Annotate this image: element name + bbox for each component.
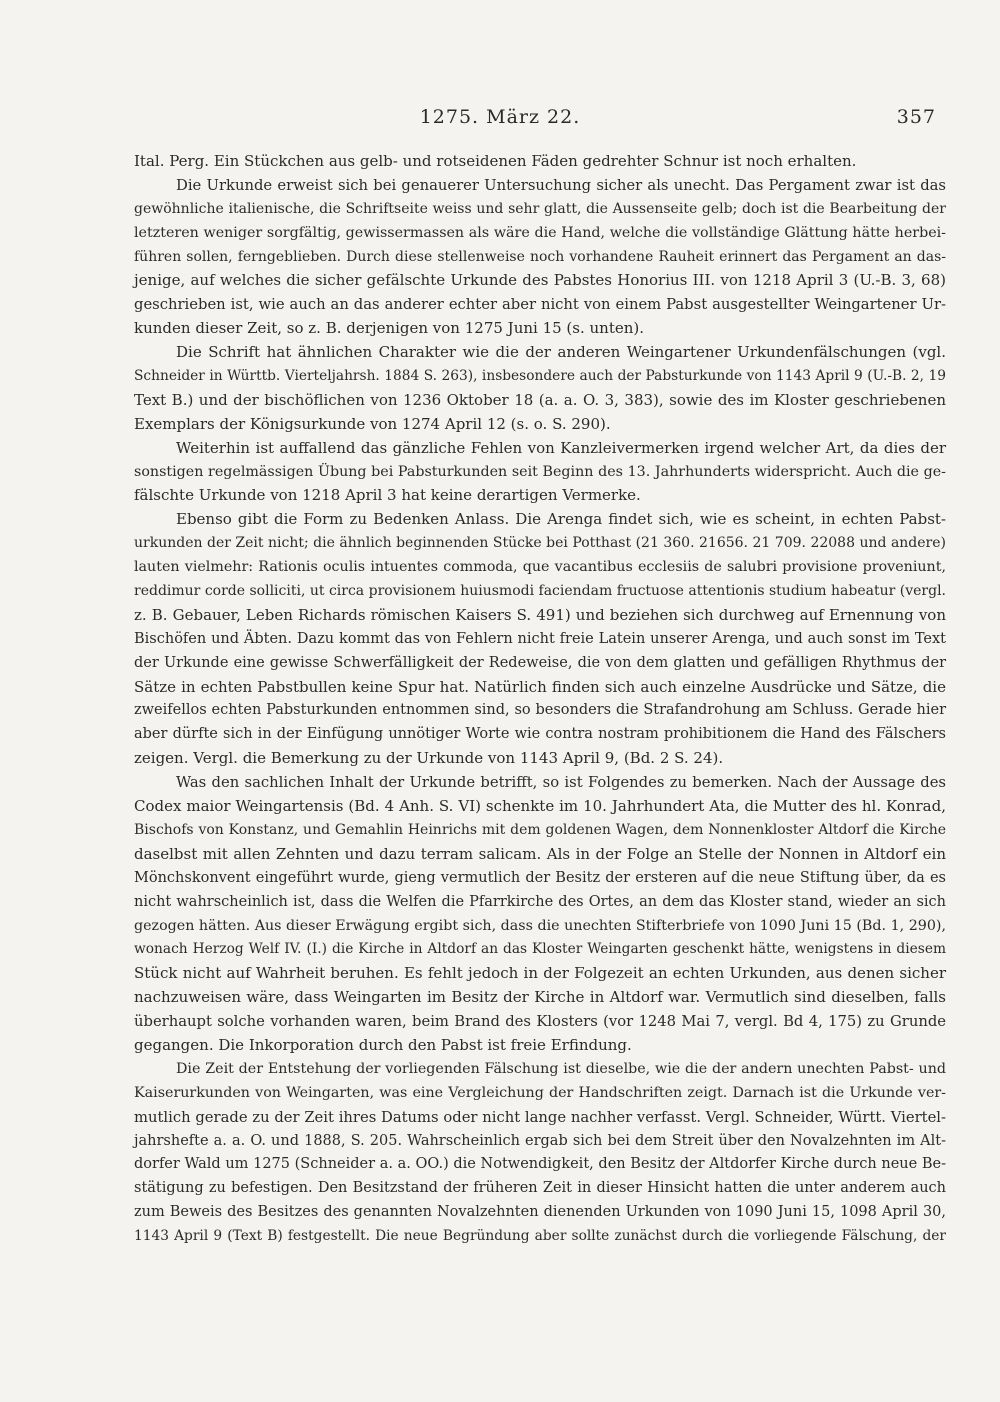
- text-line: Stück nicht auf Wahrheit beruhen. Es fehlt jedoch in der Folgezeit an echten Urkunden, aus denen sicher: [134, 964, 946, 983]
- text-line: 1143 April 9 (Text B) festgestellt. Die neue Begründung aber sollte zunächst durch die vorliegende Fälschung, der: [134, 1228, 946, 1245]
- text-line: gezogen hätten. Aus dieser Erwägung ergibt sich, dass die unechten Stifterbriefe von 1090 Juni 15 (Bd. 1, 290),: [134, 917, 946, 934]
- text-line: führen sollen, ferngeblieben. Durch diese stellenweise noch vorhandene Rauheit erinnert das Pergament an das-: [134, 248, 946, 265]
- text-line: Kaiserurkunden von Weingarten, was eine Vergleichung der Handschriften zeigt. Darnach ist die Urkunde ver-: [134, 1084, 946, 1101]
- text-line: wonach Herzog Welf IV. (I.) die Kirche in Altdorf an das Kloster Weingarten geschenkt hätte, wenigstens in diesem: [134, 941, 946, 958]
- text-line: dorfer Wald um 1275 (Schneider a. a. OO.) die Notwendigkeit, den Besitz der Altdorfer Kirche durch neue Be-: [134, 1156, 946, 1173]
- text-line: überhaupt solche vorhanden waren, beim Brand des Klosters (vor 1248 Mai 7, vergl. Bd 4, 175) zu Grunde: [134, 1013, 946, 1031]
- text-line: Bischöfen und Äbten. Dazu kommt das von Fehlern nicht freie Latein unserer Arenga, und auch sonst im Text: [134, 630, 946, 647]
- text-line: Schneider in Württb. Vierteljahrsh. 1884 S. 263), insbesondere auch der Pabsturkunde von 1143 April 9 (U.-B. 2, 19: [134, 368, 946, 385]
- text-line: Bischofs von Konstanz, und Gemahlin Heinrichs mit dem goldenen Wagen, dem Nonnenkloster Altdorf die Kirche: [134, 821, 946, 838]
- text-line: fälschte Urkunde von 1218 April 3 hat keine derartigen Vermerke.: [134, 486, 641, 505]
- text-line: Weiterhin ist auffallend das gänzliche Fehlen von Kanzleivermerken irgend welcher Art, da dies der: [176, 438, 946, 457]
- text-line: gewöhnliche italienische, die Schriftseite weiss und sehr glatt, die Aussenseite gelb; doch ist die Bearbeitung der: [134, 200, 946, 217]
- text-line: reddimur corde solliciti, ut circa provisionem huiusmodi faciendam fructuose attentionis studium habeatur (vergl.: [134, 583, 946, 600]
- text-line: kunden dieser Zeit, so z. B. derjenigen von 1275 Juni 15 (s. unten).: [134, 319, 645, 338]
- text-line: geschrieben ist, wie auch an das anderer echter aber nicht von einem Pabst ausgestellter Weingartener Ur-: [134, 296, 946, 314]
- header-date: 1275. März 22.: [419, 106, 581, 128]
- text-line: Codex maior Weingartensis (Bd. 4 Anh. S. VI) schenkte im 10. Jahrhundert Ata, die Mutter des hl. Konrad,: [134, 797, 946, 816]
- page-number: 357: [896, 106, 936, 128]
- text-line: Exemplars der Königsurkunde von 1274 April 12 (s. o. S. 290).: [134, 414, 611, 433]
- text-line: urkunden der Zeit nicht; die ähnlich beginnenden Stücke bei Potthast (21 360. 21656. 21 709. 22088 und andere): [134, 535, 946, 552]
- text-line: aber dürfte sich in der Einfügung unnötiger Worte wie contra nostram prohibitionem die Hand des Fälschers: [134, 726, 946, 743]
- text-line: Mönchskonvent eingeführt wurde, gieng vermutlich der Besitz der ersteren auf die neue Stiftung über, da es: [134, 869, 946, 886]
- text-line: Was den sachlichen Inhalt der Urkunde betrifft, so ist Folgendes zu bemerken. Nach der Aussage des: [176, 774, 946, 792]
- text-line: zum Beweis des Besitzes des genannten Novalzehnten dienenden Urkunden von 1090 Juni 15, 1098 April 30,: [134, 1204, 946, 1221]
- text-line: mutlich gerade zu der Zeit ihres Datums oder nicht lange nachher verfasst. Vergl. Schneider, Württ. Viertel-: [134, 1108, 946, 1126]
- text-line: jahrshefte a. a. O. und 1888, S. 205. Wahrscheinlich ergab sich bei dem Streit über den Novalzehnten im Alt-: [134, 1132, 946, 1149]
- text-line: z. B. Gebauer, Leben Richards römischen Kaisers S. 491) und beziehen sich durchweg auf Ernennung von: [134, 605, 946, 624]
- text-line: daselbst mit allen Zehnten und dazu terram salicam. Als in der Folge an Stelle der Nonnen in Altdorf ein: [134, 844, 946, 863]
- text-line: lauten vielmehr: Rationis oculis intuentes commoda, que vacantibus ecclesiis de salubri provisione proveniunt,: [134, 559, 946, 576]
- text-line: gegangen. Die Inkorporation durch den Pabst ist freie Erfindung.: [134, 1035, 632, 1054]
- text-line: Die Urkunde erweist sich bei genauerer Untersuchung sicher als unecht. Das Pergament zwar ist das: [176, 176, 946, 194]
- text-line: nachzuweisen wäre, dass Weingarten im Besitz der Kirche in Altdorf war. Vermutlich sind dieselben, falls: [134, 988, 946, 1007]
- text-line: Ebenso gibt die Form zu Bedenken Anlass. Die Arenga findet sich, wie es scheint, in echten Pabst-: [176, 510, 946, 529]
- text-line: nicht wahrscheinlich ist, dass die Welfen die Pfarrkirche des Ortes, an dem das Kloster stand, wieder an sich: [134, 893, 946, 910]
- text-line: Die Zeit der Entstehung der vorliegenden Fälschung ist dieselbe, wie die der andern unechten Pabst- und: [176, 1060, 946, 1077]
- text-line: Text B.) und der bischöflichen von 1236 Oktober 18 (a. a. O. 3, 383), sowie des im Kloster geschriebenen: [134, 390, 946, 409]
- text-line: letzteren weniger sorgfältig, gewissermassen als wäre die Hand, welche die vollständige Glättung hätte herbei-: [134, 224, 946, 241]
- running-head: [0, 106, 1000, 132]
- text-line: sonstigen regelmässigen Übung bei Pabsturkunden seit Beginn des 13. Jahrhunderts widerspricht. Auch die ge-: [134, 463, 946, 480]
- text-line: jenige, auf welches die sicher gefälschte Urkunde des Pabstes Honorius III. von 1218 April 3 (U.-B. 3, 68): [134, 271, 946, 290]
- text-line: zweifellos echten Pabsturkunden entnommen sind, so besonders die Strafandrohung am Schluss. Gerade hier: [134, 702, 946, 719]
- text-line: Ital. Perg. Ein Stückchen aus gelb- und rotseidenen Fäden gedrehter Schnur ist noch erhalten.: [134, 152, 857, 170]
- body-text: [134, 150, 946, 1249]
- text-line: stätigung zu befestigen. Den Besitzstand der früheren Zeit in dieser Hinsicht hatten die unter anderem auch: [134, 1180, 946, 1197]
- text-line: der Urkunde eine gewisse Schwerfälligkeit der Redeweise, die von dem glatten und gefälligen Rhythmus der: [134, 654, 946, 671]
- text-line: Die Schrift hat ähnlichen Charakter wie die der anderen Weingartener Urkundenfälschungen (vgl.: [176, 343, 946, 362]
- text-line: Sätze in echten Pabstbullen keine Spur hat. Natürlich finden sich auch einzelne Ausdrücke und Sätze, die: [134, 677, 946, 696]
- text-line: zeigen. Vergl. die Bemerkung zu der Urkunde von 1143 April 9, (Bd. 2 S. 24).: [134, 749, 724, 768]
